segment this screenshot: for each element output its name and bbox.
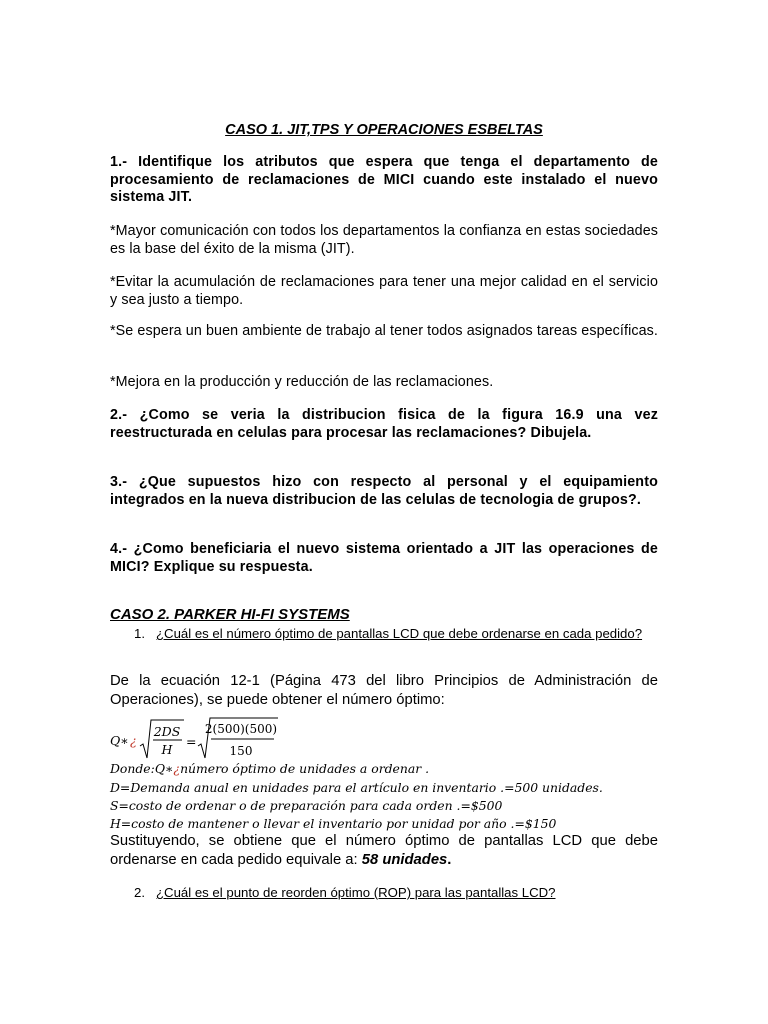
eoq-formula (110, 716, 310, 760)
intro-paragraph: De la ecuación 12-1 (Página 473 del libro Principios de Administración de Operaciones), se puede obtener el número óptimo: (110, 673, 658, 708)
formula-numerator-1: 2DS (153, 724, 181, 739)
answer-1: *Mayor comunicación con todos los departamentos la confianza en estas sociedades es la base del éxito de la misma (JIT). (110, 223, 658, 257)
definition-donde (110, 760, 429, 778)
conclusion-paragraph (110, 832, 658, 870)
formula-denominator-1: H (161, 742, 173, 757)
answer-3: *Se espera un buen ambiente de trabajo al tener todos asignados tareas específicas. (110, 323, 658, 339)
answer-2: *Evitar la acumulación de reclamaciones para tener una mejor calidad en el servicio y sea justo a tiempo. (110, 274, 658, 308)
list-item-text: ¿Cuál es el número óptimo de pantallas LCD que debe ordenarse en cada pedido? (156, 626, 643, 641)
inverted-question-mark: ¿ (173, 761, 181, 776)
question-1: 1.- Identifique los atributos que espera que tenga el departamento de procesamiento de reclamaciones de MICI cuando este instalado el nuevo sistema JIT. (110, 154, 658, 205)
question-4: 4.- ¿Como beneficiaria el nuevo sistema orientado a JIT las operaciones de MICI? Explique su respuesta. (110, 541, 658, 575)
list-item-number: 2. (134, 885, 145, 900)
formula-inverted-question-mark: ¿ (130, 733, 137, 748)
conclusion-result: 58 unidades (361, 852, 448, 868)
caso1-title: CASO 1. JIT,TPS Y OPERACIONES ESBELTAS (225, 122, 543, 138)
definition-donde-text: número óptimo de unidades a ordenar . (180, 761, 430, 776)
formula-q: Q∗ (110, 733, 129, 748)
formula-denominator-2: 150 (229, 744, 253, 758)
list-item-number: 1. (134, 626, 145, 641)
question-3: 3.- ¿Que supuestos hizo con respecto al personal y el equipamiento integrados en la nueva distribucion de las celulas de tecnologia de grupos?. (110, 474, 658, 508)
caso2-title: CASO 2. PARKER HI-FI SYSTEMS (110, 606, 350, 623)
definition-s: S=costo de ordenar o de preparación para cada orden .=$500 (110, 798, 503, 813)
formula-numerator-2: 2(500)(500) (204, 722, 278, 736)
conclusion-text: Sustituyendo, se obtiene que el número óptimo de pantallas LCD que debe ordenarse en cada pedido equivale a: (110, 833, 658, 868)
definition-d: D=Demanda anual en unidades para el artículo en inventario .=500 unidades. (110, 780, 603, 795)
list-item-text: ¿Cuál es el punto de reorden óptimo (ROP) para las pantallas LCD? (156, 885, 556, 900)
question-2: 2.- ¿Como se veria la distribucion fisica de la figura 16.9 una vez reestructurada en celulas para procesar las reclamaciones? Dibujela. (110, 407, 658, 441)
conclusion-period: . (447, 852, 452, 868)
formula-equals: = (186, 734, 197, 749)
answer-4: *Mejora en la producción y reducción de las reclamaciones. (110, 374, 494, 390)
definition-donde-prefix: Donde:Q∗ (110, 761, 174, 776)
definition-h: H=costo de mantener o llevar el inventario por unidad por año .=$150 (110, 816, 557, 831)
